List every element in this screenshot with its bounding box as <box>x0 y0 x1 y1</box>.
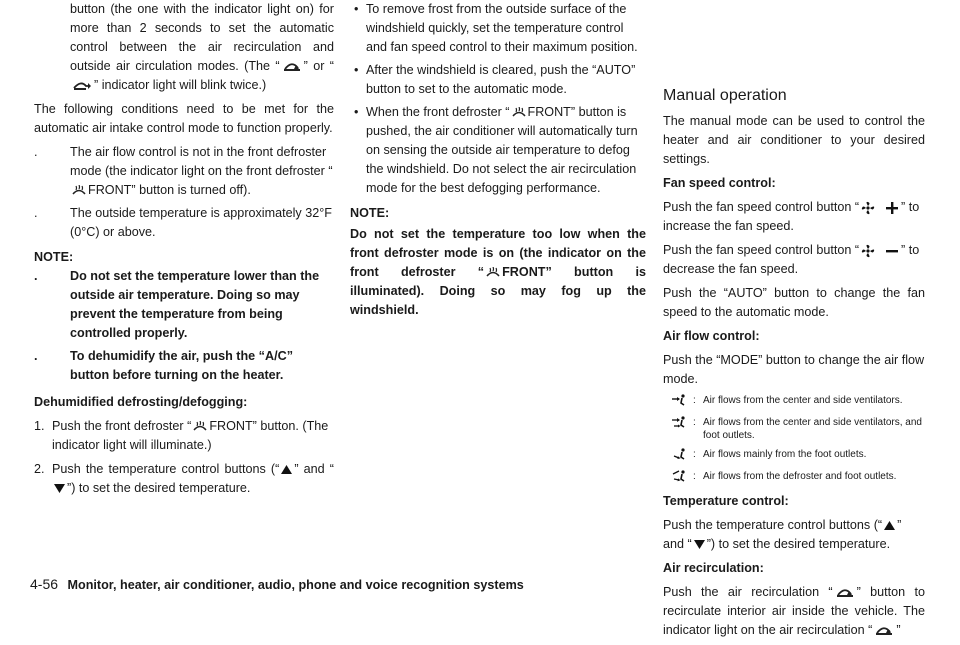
conditions-intro: The following conditions need to be met for the automatic air intake control mode to function properly. <box>34 102 334 135</box>
bi-level-mode-icon <box>671 416 689 428</box>
note-label: NOTE: <box>34 250 74 264</box>
defog-bullet: • To remove frost from the outside surface of the windshield quickly, set the temperature control and fan speed control to their maximum position. <box>354 2 638 54</box>
fan-increase-text: Push the fan speed control button “ ” to increase the fan speed. <box>663 200 920 233</box>
list-item: : Air flows from the defroster and foot outlets. <box>663 470 925 486</box>
note-item: . To dehumidify the air, push the “A/C” button before turning on the heater. <box>34 349 293 382</box>
recirculation-icon <box>835 587 855 598</box>
fan-heading: Fan speed control: <box>663 176 776 190</box>
minus-icon <box>885 244 899 258</box>
recirc-continued-paragraph: button (the one with the indicator light on) for more than 2 seconds to set the automatic control between the air recirculation and outside air circulation modes. (The “ ” or “” indicator light will blink twice.) <box>70 2 335 92</box>
fan-decrease-text: Push the fan speed control button “ ” to decrease the fan speed. <box>663 243 920 276</box>
column-2 <box>350 0 646 325</box>
defroster-icon <box>512 107 526 118</box>
page-number: 4-56 <box>30 576 59 592</box>
note-label: NOTE: <box>350 206 390 220</box>
defog-bullet: • When the front defroster “ FRONT” button is pushed, the air conditioner will automatically turn on sensing the outside air temperature to defog the windshield. Do not select the air recirculation mode for the best defogging performance. <box>354 105 638 195</box>
note-paragraph: Do not set the temperature too low when the front defroster mode is on (the indicator on the front defroster “ FRONT” button is illuminated). Doing so may fog up the windshield. <box>350 227 646 317</box>
fan-icon <box>861 201 875 215</box>
recirculation-icon <box>282 61 302 72</box>
page-footer <box>30 576 524 592</box>
list-item: : Air flows mainly from the foot outlets. <box>663 448 925 464</box>
foot-mode-icon <box>671 448 689 460</box>
dehum-heading: Dehumidified defrosting/defogging: <box>34 395 248 409</box>
column-3 <box>663 86 925 645</box>
airflow-intro: Push the “MODE” button to change the air flow mode. <box>663 353 925 386</box>
temperature-heading: Temperature control: <box>663 494 789 508</box>
plus-icon <box>885 201 899 215</box>
defrost-foot-mode-icon <box>671 470 689 482</box>
recirculation-heading: Air recirculation: <box>663 561 764 575</box>
vent-mode-icon <box>671 394 689 406</box>
defog-bullet: • After the windshield is cleared, push the “AUTO” button to set to the automatic mode. <box>354 63 636 96</box>
list-item: : Air flows from the center and side ventilators, and foot outlets. <box>663 416 925 442</box>
down-triangle-icon <box>54 484 65 493</box>
column-1 <box>34 0 334 498</box>
note-item: . Do not set the temperature lower than the outside air temperature. Doing so may prevent the temperature from being controlled properly. <box>34 269 320 340</box>
step-item: 2. Push the temperature control buttons (“ ” and “”) to set the desired temperature. <box>34 462 334 495</box>
defroster-icon <box>486 267 500 278</box>
down-triangle-icon <box>694 540 705 549</box>
chapter-title: Monitor, heater, air conditioner, audio, phone and voice recognition systems <box>67 578 524 592</box>
condition-item: . The air flow control is not in the front defroster mode (the indicator light on the front defroster “FRONT” button is turned off). <box>34 145 333 197</box>
fan-auto-text: Push the “AUTO” button to change the fan speed to the automatic mode. <box>663 286 925 319</box>
manual-intro: The manual mode can be used to control the heater and air conditioner to your desired settings. <box>663 114 925 166</box>
up-triangle-icon <box>884 521 895 530</box>
airflow-heading: Air flow control: <box>663 329 760 343</box>
recirculation-text: Push the air recirculation “ ” button to recirculate interior air inside the vehicle. The indicator light on the air recirculation “ ” <box>663 585 925 637</box>
condition-item: . The outside temperature is approximately 32°F (0°C) or above. <box>34 206 332 239</box>
temperature-text: Push the temperature control buttons (“ ” and “ ”) to set the desired temperature. <box>663 518 902 551</box>
step-item: 1. Push the front defroster “ FRONT” button. (The indicator light will illuminate.) <box>34 419 329 452</box>
defroster-icon <box>193 421 207 432</box>
section-title: Manual operation <box>663 87 787 104</box>
airflow-mode-list <box>663 394 925 486</box>
recirculation-icon <box>874 625 894 636</box>
fan-icon <box>861 244 875 258</box>
outside-air-icon <box>72 80 92 91</box>
up-triangle-icon <box>281 465 292 474</box>
list-item: : Air flows from the center and side ventilators. <box>663 394 925 410</box>
defroster-icon <box>72 185 86 196</box>
